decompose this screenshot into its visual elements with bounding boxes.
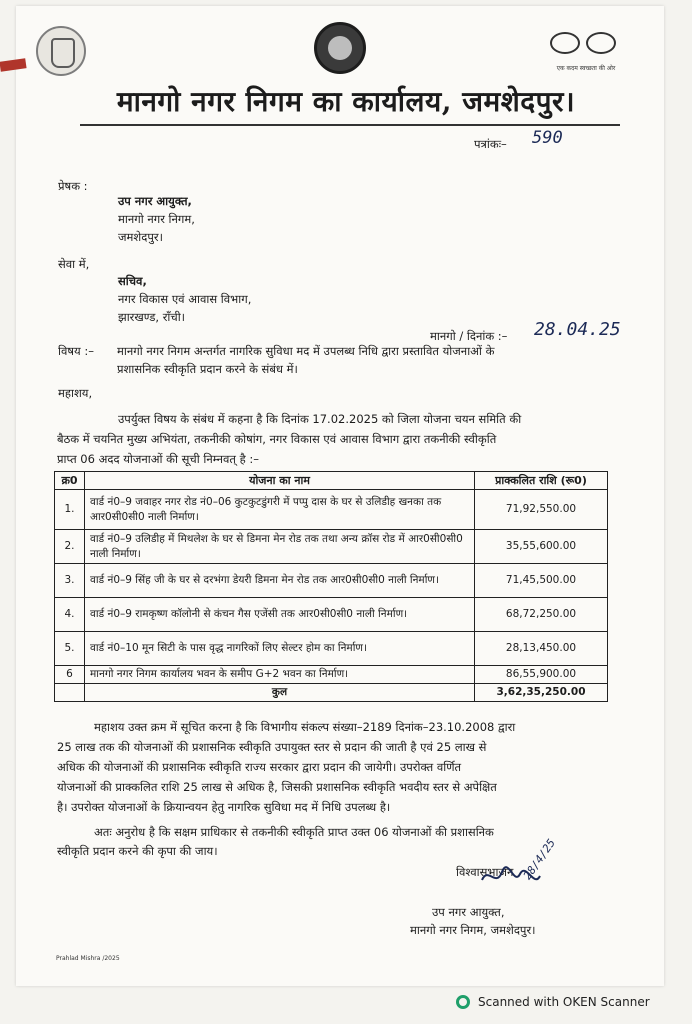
table-header-row (55, 472, 608, 490)
recipient-line-3: झारखण्ड, राँची। (118, 310, 186, 324)
row-amount: 71,45,500.00 (475, 564, 608, 598)
ref-number: 590 (532, 128, 563, 148)
signature-office: मानगो नगर निगम, जमशेदपुर। (410, 923, 536, 937)
row-amount: 71,92,550.00 (475, 490, 608, 530)
table-row (55, 530, 608, 564)
scanner-watermark (456, 992, 650, 1012)
row-amount: 68,72,250.00 (475, 598, 608, 632)
recipient-label: सेवा में, (58, 257, 90, 271)
scanner-label: Scanned with OKEN Scanner (478, 995, 650, 1009)
ref-label: पत्रांकः– (474, 137, 507, 151)
row-scheme-name: वार्ड नं0–9 सिंह जी के घर से दरभंगा डेयरी डिमना मेन रोड तक आर0सी0सी0 नाली निर्माण। (85, 564, 475, 598)
row-serial: 5. (55, 632, 85, 666)
table-row (55, 666, 608, 684)
recipient-line-2: नगर विकास एवं आवास विभाग, (118, 292, 252, 306)
intro-line-2: बैठक में चयनित मुख्य अभियंता, तकनीकी कोषांग, नगर विकास एवं आवास विभाग द्वारा तकनीकी स्वीकृति (57, 432, 497, 446)
row-scheme-name: वार्ड नं0–9 उलिडीह में मिथलेश के घर से डिमना मेन रोड तक तथा अन्य क्रॉस रोड में आर0सी0सी0 नाली निर्माण। (85, 530, 475, 564)
total-amount: 3,62,35,250.00 (475, 684, 608, 702)
salutation: महाशय, (58, 386, 93, 400)
row-scheme-name: वार्ड नं0–9 रामकृष्ण कॉलोनी से कंचन गैस एजेंसी तक आर0सी0सी0 नाली निर्माण। (85, 598, 475, 632)
closing-text: विश्वासभाजन (456, 865, 514, 879)
row-serial: 2. (55, 530, 85, 564)
row-amount: 35,55,600.00 (475, 530, 608, 564)
table-row (55, 564, 608, 598)
total-serial-blank (55, 684, 85, 702)
footer-note: Prahlad Mishra /2025 (56, 955, 120, 962)
total-label: कुल (85, 684, 475, 702)
table-total-row (55, 684, 608, 702)
sender-line-2: मानगो नगर निगम, (118, 212, 195, 226)
oken-scanner-icon (456, 995, 470, 1009)
body-line-5: है। उपरोक्त योजनाओं के क्रियान्वयन हेतु नागरिक सुविधा मद में निधि उपलब्ध है। (57, 800, 391, 814)
sender-label: प्रेषक : (58, 179, 88, 193)
row-serial: 1. (55, 490, 85, 530)
state-emblem-logo (36, 26, 86, 76)
sender-line-1: उप नगर आयुक्त, (118, 194, 192, 208)
schemes-table (54, 471, 608, 702)
request-line-2: स्वीकृति प्रदान करने की कृपा की जाय। (57, 844, 218, 858)
row-scheme-name: वार्ड नं0–10 मून सिटी के पास वृद्ध नागरिकों लिए सेल्टर होम का निर्माण। (85, 632, 475, 666)
body-line-2: 25 लाख तक की योजनाओं की प्रशासनिक स्वीकृति उपायुक्त स्तर से प्रदान की जाती है एवं 25 लाख से (57, 740, 487, 754)
row-amount: 86,55,900.00 (475, 666, 608, 684)
row-scheme-name: वार्ड नं0–9 जवाहर नगर रोड नं0–06 कुटकुटडुंगरी में पप्पु दास के घर से उलिडीह खनका तक आर0सी0सी0 नाली निर्माण। (85, 490, 475, 530)
request-line-1: अतः अनुरोध है कि सक्षम प्राधिकार से तकनीकी स्वीकृति प्राप्त उक्त 06 योजनाओं की प्रशासनिक (94, 825, 494, 839)
header-amount: प्राक्कलित राशि (रू0) (475, 472, 608, 490)
date-value: 28.04.25 (534, 319, 621, 340)
signature-designation: उप नगर आयुक्त, (432, 905, 505, 919)
table-row (55, 632, 608, 666)
subject-label: विषय :– (58, 344, 94, 358)
subject-line-2: प्रशासनिक स्वीकृति प्रदान करने के संबंध में। (117, 362, 298, 376)
row-amount: 28,13,450.00 (475, 632, 608, 666)
glasses-right-icon (586, 32, 616, 54)
header-serial: क्र0 (55, 472, 85, 490)
swachh-bharat-tagline: एक कदम स्वच्छता की ओर (556, 65, 616, 72)
table-row (55, 598, 608, 632)
row-serial: 6 (55, 666, 85, 684)
intro-line-1: उपर्युक्त विषय के संबंध में कहना है कि दिनांक 17.02.2025 को जिला योजना चयन समिति की (118, 412, 522, 426)
body-line-4: योजनाओं की प्राक्कलित राशि 25 लाख से अधिक है, जिसकी प्रशासनिक स्वीकृति भवदीय स्तर से अपेक्षित (57, 780, 497, 794)
table-row (55, 490, 608, 530)
body-line-3: अधिक की योजनाओं की प्रशासनिक स्वीकृति राज्य सरकार द्वारा प्रदान की जायेगी। उपरोक्त वर्णित (57, 760, 462, 774)
sender-line-3: जमशेदपुर। (118, 230, 163, 244)
signature-handwritten-date: 28/4/25 (520, 836, 559, 883)
body-line-1: महाशय उक्त क्रम में सूचित करना है कि विभागीय संकल्प संख्या–2189 दिनांक–23.10.2008 द्वारा (94, 720, 516, 734)
recipient-line-1: सचिव, (118, 274, 147, 288)
intro-line-3: प्राप्त 06 अदद योजनाओं की सूची निम्नवत् है :– (57, 452, 259, 466)
row-scheme-name: मानगो नगर निगम कार्यालय भवन के समीप G+2 भवन का निर्माण। (85, 666, 475, 684)
glasses-left-icon (550, 32, 580, 54)
subject-line-1: मानगो नगर निगम अन्तर्गत नागरिक सुविधा मद में उपलब्ध निधि द्वारा प्रस्तावित योजनाओं के (117, 344, 495, 358)
date-label: मानगो / दिनांक :– (430, 329, 508, 343)
office-title: मानगो नगर निगम का कार्यालय, जमशेदपुर। (116, 85, 576, 118)
header-scheme-name: योजना का नाम (85, 472, 475, 490)
title-underline (80, 124, 620, 126)
row-serial: 3. (55, 564, 85, 598)
swachh-bharat-logo (538, 30, 634, 78)
row-serial: 4. (55, 598, 85, 632)
municipal-corporation-seal-logo (314, 22, 366, 74)
